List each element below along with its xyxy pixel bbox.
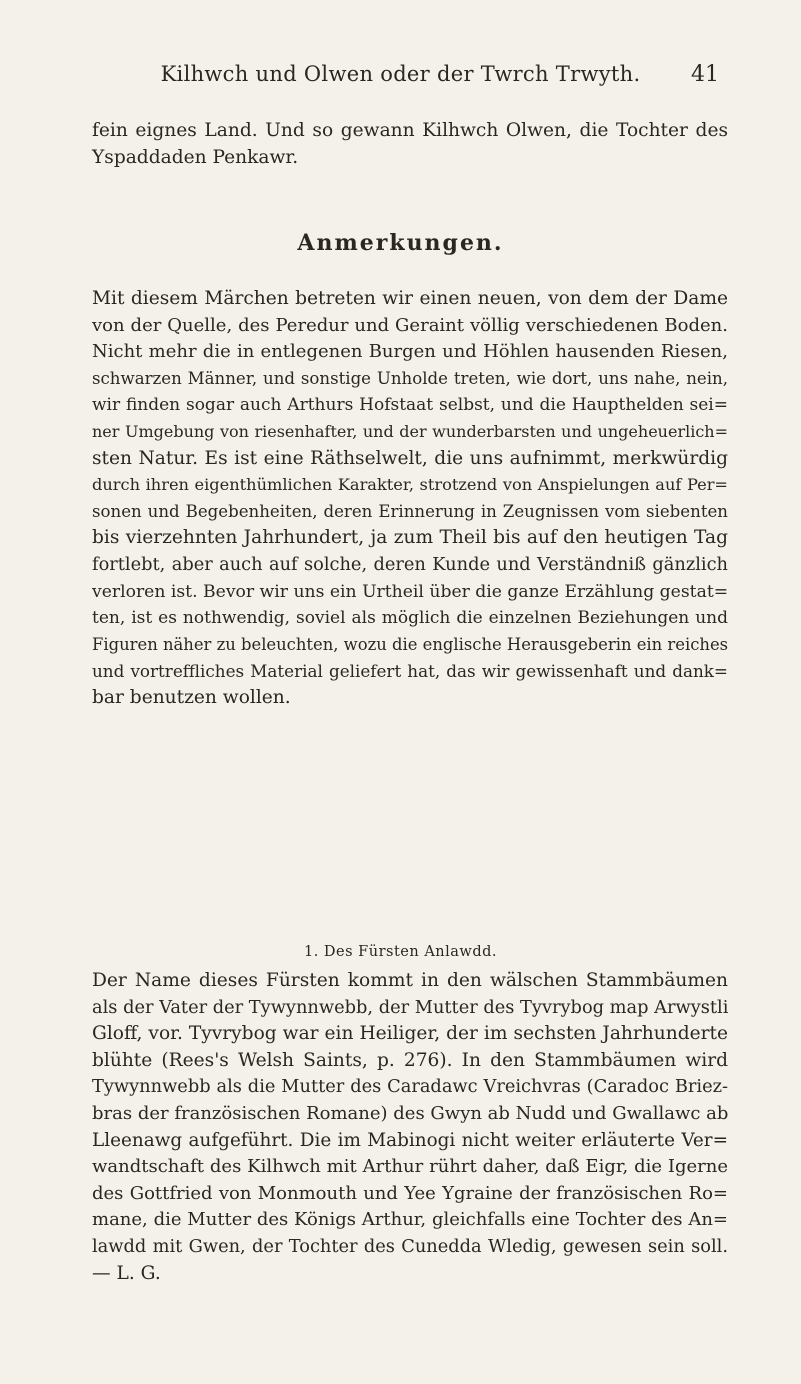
text-line: als der Vater der Tywynnwebb, der Mutter des Tyvrybog map Arwystli — [92, 996, 729, 1018]
text-line: bar benutzen wollen. — [92, 686, 291, 708]
notes-paragraph — [92, 286, 728, 712]
note-subheading: 1. Des Fürsten Anlawdd. — [303, 944, 497, 960]
text-line: wir finden sogar auch Arthurs Hofstaat selbst, und die Haupthelden sei= — [92, 395, 728, 416]
text-line: schwarzen Männer, und sonstige Unholde treten, wie dort, uns nahe, nein, — [92, 368, 728, 388]
text-line: Mit diesem Märchen betreten wir einen neuen, von dem der Dame — [92, 288, 728, 309]
text-line: Tywynnwebb als die Mutter des Caradawc Vreichvras (Caradoc Briez- — [92, 1076, 728, 1098]
text-line: bras der französischen Romane) des Gwyn ab Nudd und Gwallawc ab — [92, 1102, 729, 1124]
text-line: wandtschaft des Kilhwch mit Arthur rührt daher, daß Eigr, die Igerne — [92, 1156, 728, 1178]
text-line: durch ihren eigenthümlichen Karakter, strotzend von Anspielungen auf Per= — [92, 475, 728, 495]
text-line: Der Name dieses Fürsten kommt in den wälschen Stammbäumen — [92, 970, 728, 991]
text-line: lawdd mit Gwen, der Tochter des Cunedda Wledig, gewesen sein soll. — [92, 1235, 728, 1257]
text-line: fein eignes Land. Und so gewann Kilhwch Olwen, die Tochter des — [92, 120, 728, 141]
page-number: 41 — [691, 62, 719, 87]
text-line: Figuren näher zu beleuchten, wozu die englische Herausgeberin ein reiches — [92, 634, 729, 654]
text-line: Lleenawg aufgeführt. Die im Mabinogi nicht weiter erläuterte Ver= — [92, 1129, 728, 1151]
text-line: blühte (Rees's Welsh Saints, p. 276). In den Stammbäumen wird — [92, 1049, 728, 1071]
text-line: von der Quelle, des Peredur und Geraint völlig verschiedenen Boden. — [92, 314, 728, 336]
section-heading: Anmerkungen. — [297, 230, 504, 256]
running-title: Kilhwch und Olwen oder der Twrch Trwyth. — [160, 62, 641, 86]
note-paragraph — [92, 968, 728, 1287]
text-line: sonen und Begebenheiten, deren Erinnerung in Zeugnissen vom siebenten — [92, 501, 728, 521]
text-line: bis vierzehnten Jahrhundert, ja zum Theil bis auf den heutigen Tag — [92, 527, 728, 549]
text-line: fortlebt, aber auch auf solche, deren Kunde und Verständniß gänzlich — [92, 553, 728, 575]
text-line: ten, ist es nothwendig, soviel als möglich die einzelnen Beziehungen und — [92, 608, 728, 629]
running-head — [0, 62, 801, 92]
text-line: und vortreffliches Material geliefert hat, das wir gewissenhaft und dank= — [92, 661, 728, 682]
text-line: Gloff, vor. Tyvrybog war ein Heiliger, der im sechsten Jahrhunderte — [92, 1023, 728, 1045]
intro-paragraph — [92, 118, 728, 171]
text-line: mane, die Mutter des Königs Arthur, gleichfalls eine Tochter des An= — [92, 1209, 728, 1231]
text-line: ner Umgebung von riesenhafter, und der wunderbarsten und ungeheuerlich= — [92, 421, 728, 441]
text-line: sten Natur. Es ist eine Räthselwelt, die uns aufnimmt, merkwürdig — [92, 447, 728, 469]
text-line: des Gottfried von Monmouth und Yee Ygraine der französischen Ro= — [92, 1182, 728, 1204]
text-line: — L. G. — [92, 1262, 161, 1284]
text-line: Yspaddaden Penkawr. — [92, 146, 299, 168]
text-line: verloren ist. Bevor wir uns ein Urtheil über die ganze Erzählung gestat= — [92, 581, 729, 602]
text-line: Nicht mehr die in entlegenen Burgen und Höhlen hausenden Riesen, — [92, 341, 728, 363]
